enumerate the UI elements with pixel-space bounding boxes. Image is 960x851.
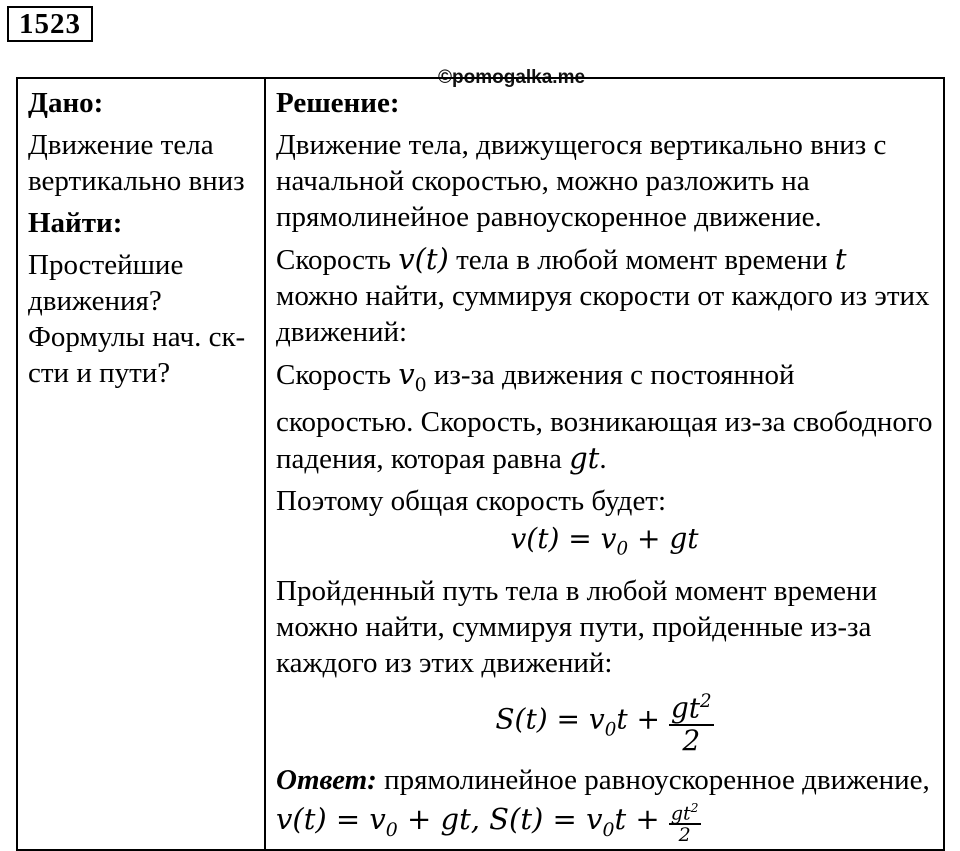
paragraph-3: Скорость $v_0$ из-за движения с постоянной скоростью. Скорость, возникающая из-за свободного падения, которая равна gt.	[276, 357, 933, 475]
paragraph-4: Поэтому общая скорость будет:	[276, 484, 667, 517]
paragraph-5: Пройденный путь тела в любой момент времени можно найти, суммируя пути, пройденные из-за каждого из этих движений:	[276, 575, 878, 680]
problem-number: 1523	[7, 6, 93, 42]
given-text: Движение тела вертикально вниз	[28, 129, 245, 197]
solution-header: Решение:	[276, 87, 400, 119]
answer-label: Ответ:	[276, 763, 377, 796]
distance-formula: $S(t) = v_0t$ + $\frac{gt^2}{2}$	[276, 687, 933, 755]
paragraph-2: Скорость v(t) тела в любой момент времени t можно найти, суммируя скорости от каждого из этих движений:	[276, 242, 930, 348]
find-text-2: Формулы нач. ск-сти и пути?	[28, 321, 246, 389]
given-header: Дано:	[28, 87, 104, 119]
answer: Ответ: прямолинейное равноускоренное движение, $v(t) = v_0$ + gt, $S(t) = v_0t$ + $\frac{gt^2}{2}$	[276, 763, 930, 847]
distance-fraction: $\frac{gt^2}{2}$	[669, 687, 714, 755]
find-header: Найти:	[28, 207, 123, 239]
solution-table	[16, 77, 945, 851]
solution-column	[265, 78, 944, 850]
find-text-1: Простейшие движения?	[28, 249, 184, 317]
answer-fraction: $\frac{gt^2}{2}$	[669, 798, 701, 845]
watermark: ©pomogalka.me	[438, 67, 586, 88]
velocity-formula: $v(t) = v_0$ + gt	[510, 521, 699, 560]
time-var: t	[834, 242, 847, 276]
paragraph-1: Движение тела, движущегося вертикально вниз с начальной скоростью, можно разложить на прямолинейное равноускоренное движение.	[276, 129, 887, 233]
given-column	[17, 78, 265, 850]
velocity-expr: v(t)	[398, 242, 449, 276]
